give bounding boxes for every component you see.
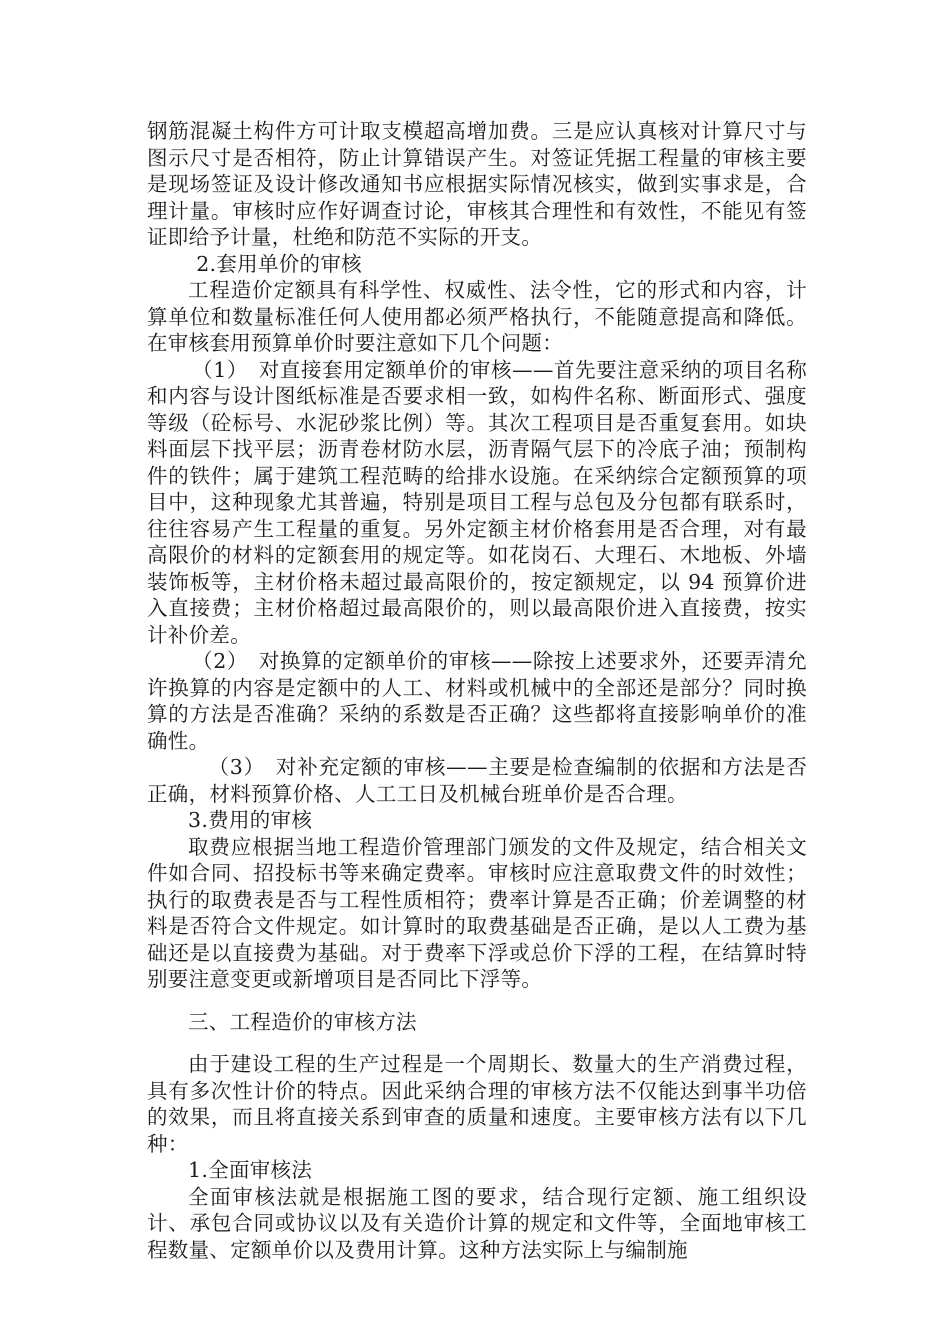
document-body: [147, 118, 807, 1263]
paragraph-fees: 取费应根据当地工程造价管理部门颁发的文件及规定，结合相关文件如合同、招投标书等来确定费率。审核时应注意取费文件的时效性；执行的取费表是否与工程性质相符；费率计算是否正确；价差调整的材料是否符合文件规定。如计算时的取费基础是否正确，是以人工费为基础还是以直接费为基础。对于费率下浮或总价下浮的工程，在结算时特别要注意变更或新增项目是否同比下浮等。: [147, 834, 807, 991]
paragraph-item-2: （2） 对换算的定额单价的审核——除按上述要求外，还要弄清允许换算的内容是定额中的人工、材料或机械中的全部还是部分？同时换算的方法是否准确？采纳的系数是否正确？这些都将直接影响单价的准确性。: [147, 649, 807, 753]
section-heading-methods: 三、工程造价的审核方法: [188, 1009, 417, 1034]
paragraph-quota-intro: 工程造价定额具有科学性、权威性、法令性，它的形式和内容，计算单位和数量标准任何人使用都必须严格执行，不能随意提高和降低。在审核套用预算单价时要注意如下几个问题：: [147, 278, 807, 355]
paragraph-continuation: 钢筋混凝土构件方可计取支模超高增加费。三是应认真核对计算尺寸与图示尺寸是否相符，防止计算错误产生。对签证凭据工程量的审核主要是现场签证及设计修改通知书应根据实际情况核实，做到实事求是，合理计量。审核时应作好调查讨论，审核其合理性和有效性，不能见有签证即给予计量，杜绝和防范不实际的开支。: [147, 119, 807, 249]
paragraph-item-3: （3） 对补充定额的审核——主要是检查编制的依据和方法是否正确，材料预算价格、人工工日及机械台班单价是否合理。: [147, 755, 807, 806]
paragraph-full-review: 全面审核法就是根据施工图的要求，结合现行定额、施工组织设计、承包合同或协议以及有关造价计算的规定和文件等，全面地审核工程数量、定额单价以及费用计算。这种方法实际上与编制施: [147, 1184, 807, 1262]
subsection-heading-full-review: 1.全面审核法: [188, 1158, 313, 1182]
paragraph-methods-intro: 由于建设工程的生产过程是一个周期长、数量大的生产消费过程，具有多次性计价的特点。因此采纳合理的审核方法不仅能达到事半功倍的效果，而且将直接关系到审查的质量和速度。主要审核方法有以下几种：: [147, 1052, 807, 1156]
subsection-heading-unit-price: 2.套用单价的审核: [196, 251, 362, 276]
subsection-heading-fees: 3.费用的审核: [188, 808, 313, 832]
paragraph-item-1: （1） 对直接套用定额单价的审核——首先要注意采纳的项目名称和内容与设计图纸标准是否要求相一致，如构件名称、断面形式、强度等级（砼标号、水泥砂浆比例）等。其次工程项目是否重复套用。如块料面层下找平层；沥青卷材防水层，沥青隔气层下的冷底子油；预制构件的铁件；属于建筑工程范畴的给排水设施。在采纳综合定额预算的项目中，这种现象尤其普遍，特别是项目工程与总包及分包都有联系时，往往容易产生工程量的重复。另外定额主材价格套用是否合理，对有最高限价的材料的定额套用的规定等。如花岗石、大理石、木地板、外墙装饰板等，主材价格未超过最高限价的，按定额规定，以 94 预算价进入直接费；主材价格超过最高限价的，则以最高限价进入直接费，按实计补价差。: [147, 357, 807, 647]
